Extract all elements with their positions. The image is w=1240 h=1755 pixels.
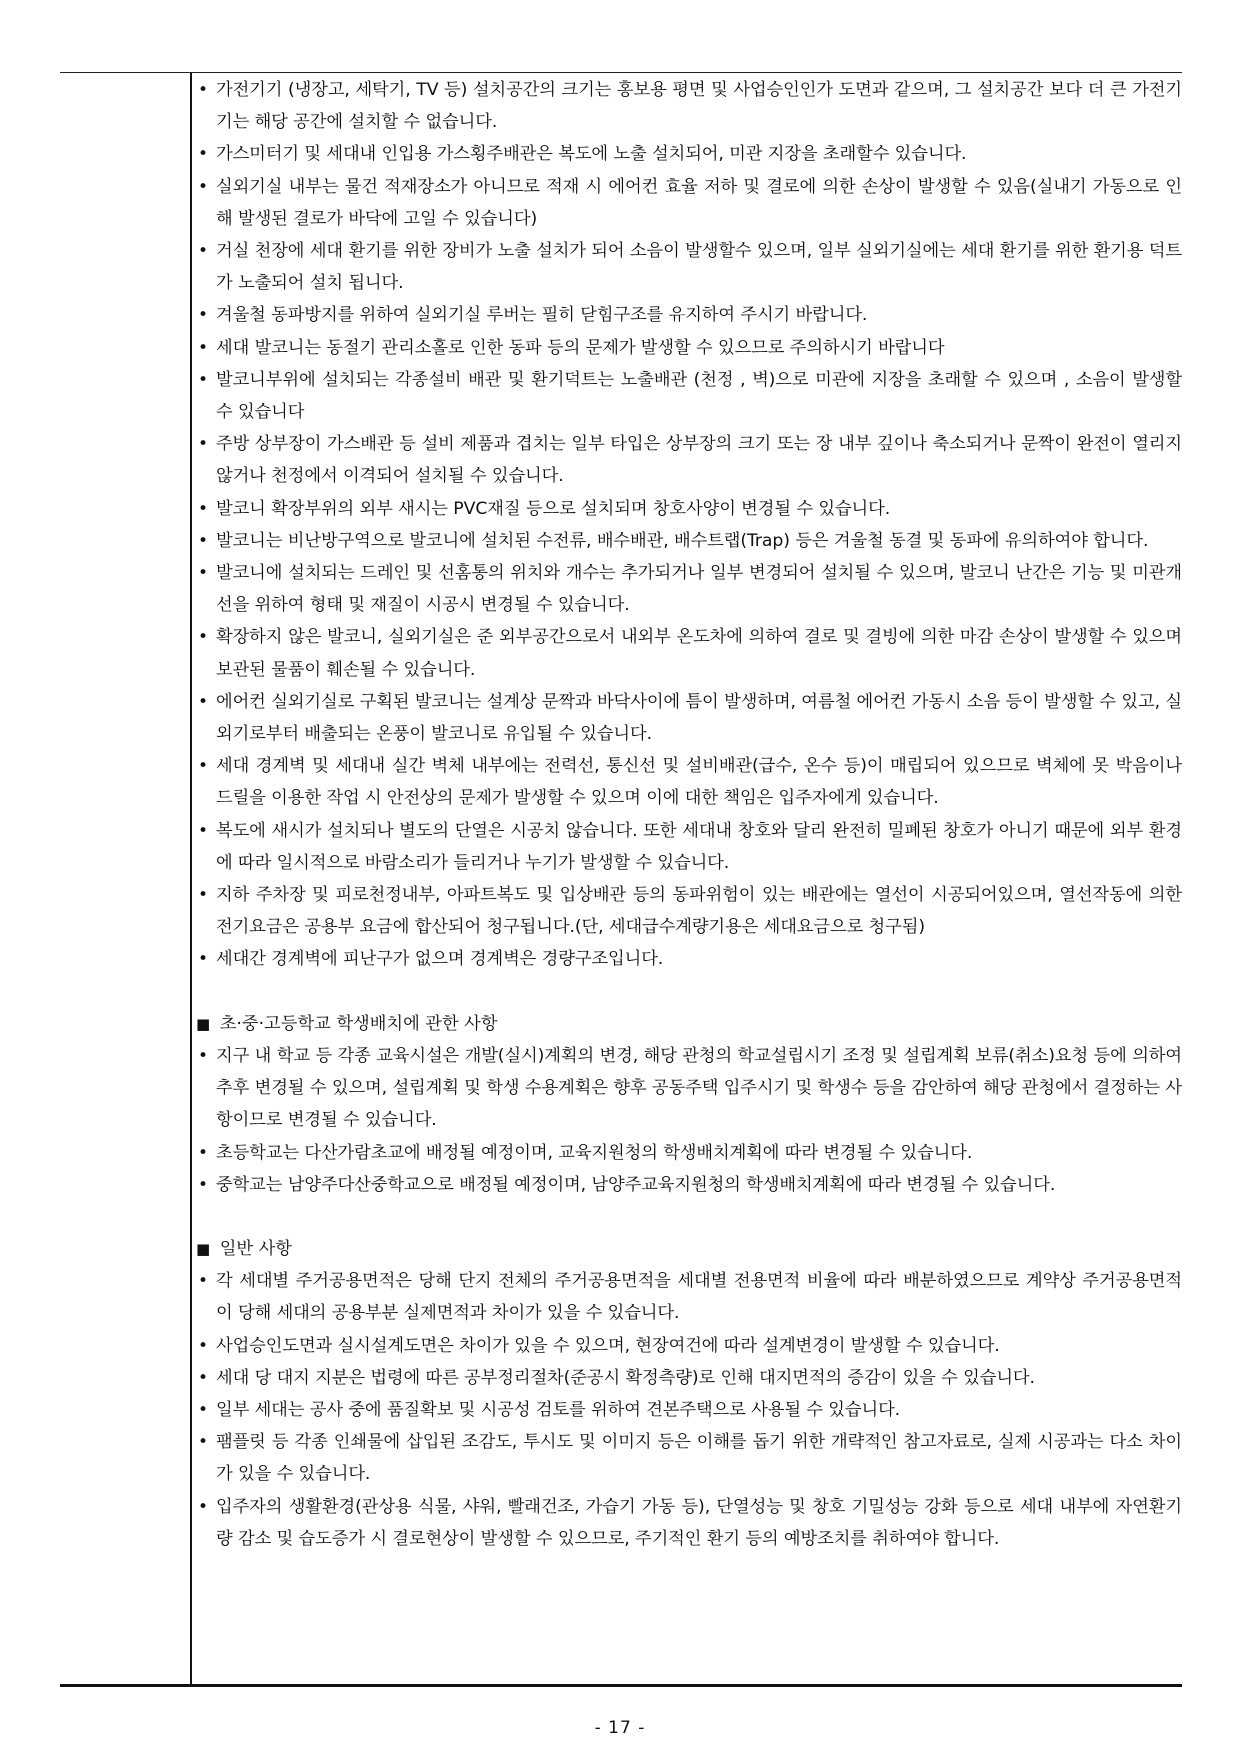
list-item-text: 겨울철 동파방지를 위하여 실외기실 루버는 필히 닫힘구조를 유지하여 주시기 바랍니다.	[216, 305, 868, 326]
bullet-icon: •	[198, 434, 208, 455]
bullet-icon: •	[198, 1432, 208, 1453]
list-item	[194, 74, 1182, 138]
list-item	[194, 525, 1182, 557]
page-number: - 17 -	[594, 1718, 646, 1738]
list-item	[194, 332, 1182, 364]
list-item-text: 확장하지 않은 발코니, 실외기실은 준 외부공간으로서 내외부 온도차에 의하여 결로 및 결빙에 의한 마감 손상이 발생할 수 있으며 보관된 물품이 훼손될 수 있습니다.	[216, 627, 1182, 680]
bullet-icon: •	[198, 1496, 208, 1517]
bullet-icon: •	[198, 563, 208, 584]
bullet-icon: •	[198, 80, 208, 100]
section2-list	[194, 1040, 1182, 1201]
list-item-text: 초등학교는 다산가람초교에 배정될 예정이며, 교육지원청의 학생배치계획에 따라 변경될 수 있습니다.	[216, 1142, 973, 1163]
list-item-text: 에어컨 실외기실로 구획된 발코니는 설계상 문짝과 바닥사이에 틈이 발생하며, 여름철 에어컨 가동시 소음 등이 발생할 수 있고, 실외기로부터 배출되는 온풍이 발코니로 유입될 수 있습니다.	[216, 691, 1182, 745]
list-item	[194, 428, 1182, 492]
list-item	[194, 943, 1182, 975]
list-item-text: 복도에 새시가 설치되나 별도의 단열은 시공치 않습니다. 또한 세대내 창호와 달리 완전히 밀폐된 창호가 아니기 때문에 외부 환경에 따라 일시적으로 바람소리가 들리거나 누기가 발생할 수 있습니다.	[216, 820, 1182, 873]
list-item	[194, 1426, 1182, 1490]
bullet-icon: •	[198, 498, 208, 519]
square-bullet-icon: ■	[196, 1239, 211, 1258]
list-item	[194, 138, 1182, 170]
bullet-icon: •	[198, 1142, 208, 1163]
bullet-icon: •	[198, 1271, 208, 1292]
bullet-icon: •	[198, 1335, 208, 1356]
list-item-text: 발코니 확장부위의 외부 새시는 PVC재질 등으로 설치되며 창호사양이 변경될 수 있습니다.	[216, 498, 891, 519]
list-item-text: 지하 주차장 및 피로천정내부, 아파트복도 및 입상배관 등의 동파위험이 있는 배관에는 열선이 시공되어있으며, 열선작동에 의한 전기요금은 공용부 요금에 합산되어 청구됩니다.(단, 세대급수계량기용은 세대요금으로 청구됨)	[216, 885, 1182, 938]
bullet-icon: •	[198, 530, 208, 551]
list-item	[194, 621, 1182, 685]
list-item	[194, 1491, 1182, 1555]
list-item	[194, 1040, 1182, 1137]
bullet-icon: •	[198, 1367, 208, 1388]
table-content-cell	[194, 73, 1182, 1684]
section1-list	[194, 74, 1182, 976]
bullet-icon: •	[198, 369, 208, 390]
section2-heading	[194, 1008, 1182, 1040]
bullet-icon: •	[198, 241, 208, 262]
list-item	[194, 1137, 1182, 1169]
list-item	[194, 557, 1182, 621]
section2-title: 초·중·고등학교 학생배치에 관한 사항	[219, 1013, 498, 1034]
list-item-text: 주방 상부장이 가스배관 등 설비 제품과 겹치는 일부 타입은 상부장의 크기 또는 장 내부 깊이나 축소되거나 문짝이 완전이 열리지 않거나 천정에서 이격되어 설치될 수 있습니다.	[216, 434, 1182, 487]
list-item	[194, 235, 1182, 299]
list-item-text: 입주자의 생활환경(관상용 식물, 샤워, 빨래건조, 가습기 가동 등), 단열성능 및 창호 기밀성능 강화 등으로 세대 내부에 자연환기량 감소 및 습도증가 시 결로현상이 발생할 수 있으므로, 주기적인 환기 등의 예방조치를 취하여야 합니다.	[216, 1496, 1182, 1549]
section3-list	[194, 1265, 1182, 1555]
list-item	[194, 750, 1182, 814]
table-label-column	[60, 73, 192, 1684]
bullet-icon: •	[198, 144, 208, 165]
list-item	[194, 171, 1182, 235]
list-item-text: 세대 경계벽 및 세대내 실간 벽체 내부에는 전력선, 통신선 및 설비배관(급수, 온수 등)이 매립되어 있으므로 벽체에 못 박음이나 드릴을 이용한 작업 시 안전상의 문제가 발생할 수 있으며 이에 대한 책임은 입주자에게 있습니다.	[216, 756, 1182, 809]
list-item	[194, 686, 1182, 750]
section3-heading	[194, 1233, 1182, 1265]
list-item-text: 세대간 경계벽에 피난구가 없으며 경계벽은 경량구조입니다.	[216, 949, 664, 970]
notice-table	[60, 72, 1182, 1687]
list-item-text: 세대 당 대지 지분은 법령에 따른 공부정리절차(준공시 확정측량)로 인해 대지면적의 증감이 있을 수 있습니다.	[216, 1367, 1035, 1388]
list-item-text: 세대 발코니는 동절기 관리소홀로 인한 동파 등의 문제가 발생할 수 있으므로 주의하시기 바랍니다	[216, 337, 945, 358]
list-item	[194, 879, 1182, 943]
square-bullet-icon: ■	[196, 1014, 211, 1033]
list-item-text: 발코니는 비난방구역으로 발코니에 설치된 수전류, 배수배관, 배수트랩(Trap) 등은 겨울철 동결 및 동파에 유의하여야 합니다.	[216, 530, 1149, 551]
bullet-icon: •	[198, 176, 208, 197]
bullet-icon: •	[198, 337, 208, 358]
list-item-text: 가스미터기 및 세대내 인입용 가스횡주배관은 복도에 노출 설치되어, 미관 지장을 초래할수 있습니다.	[216, 144, 967, 165]
list-item	[194, 815, 1182, 879]
bullet-icon: •	[198, 820, 208, 841]
list-item-text: 가전기기 (냉장고, 세탁기, TV 등) 설치공간의 크기는 홍보용 평면 및 사업승인인가 도면과 같으며, 그 설치공간 보다 더 큰 가전기기는 해당 공간에 설치할 수 없습니다.	[216, 80, 1182, 133]
bullet-icon: •	[198, 1399, 208, 1420]
list-item	[194, 364, 1182, 428]
bullet-icon: •	[198, 949, 208, 970]
list-item-text: 사업승인도면과 실시설계도면은 차이가 있을 수 있으며, 현장여건에 따라 설계변경이 발생할 수 있습니다.	[216, 1335, 1000, 1356]
bullet-icon: •	[198, 756, 208, 777]
list-item-text: 중학교는 남양주다산중학교으로 배정될 예정이며, 남양주교육지원청의 학생배치계획에 따라 변경될 수 있습니다.	[216, 1174, 1056, 1195]
list-item	[194, 1265, 1182, 1329]
bullet-icon: •	[198, 627, 208, 648]
section3-title: 일반 사항	[219, 1238, 292, 1259]
list-item	[194, 1169, 1182, 1201]
list-item-text: 발코니에 설치되는 드레인 및 선홈통의 위치와 개수는 추가되거나 일부 변경되어 설치될 수 있으며, 발코니 난간은 기능 및 미관개선을 위하여 형태 및 재질이 시공시 변경될 수 있습니다.	[216, 563, 1182, 616]
list-item-text: 실외기실 내부는 물건 적재장소가 아니므로 적재 시 에어컨 효율 저하 및 결로에 의한 손상이 발생할 수 있음(실내기 가동으로 인해 발생된 결로가 바닥에 고일 수 있습니다)	[216, 176, 1182, 229]
list-item-text: 지구 내 학교 등 각종 교육시설은 개발(실시)계획의 변경, 해당 관청의 학교설립시기 조정 및 설립계획 보류(취소)요청 등에 의하여 추후 변경될 수 있으며, 설립계획 및 학생 수용계획은 향후 공동주택 입주시기 및 학생수 등을 감안하여 해당 관청에서 결정하는 사항이므로 변경될 수 있습니다.	[216, 1045, 1182, 1131]
list-item	[194, 299, 1182, 331]
list-item-text: 발코니부위에 설치되는 각종설비 배관 및 환기덕트는 노출배관 (천정 , 벽)으로 미관에 지장을 초래할 수 있으며 , 소음이 발생할 수 있습니다	[216, 369, 1182, 423]
list-item	[194, 1362, 1182, 1394]
list-item-text: 각 세대별 주거공용면적은 당해 단지 전체의 주거공용면적을 세대별 전용면적 비율에 따라 배분하였으므로 계약상 주거공용면적이 당해 세대의 공용부분 실제면적과 차이가 있을 수 있습니다.	[216, 1271, 1182, 1324]
list-item-text: 거실 천장에 세대 환기를 위한 장비가 노출 설치가 되어 소음이 발생할수 있으며, 일부 실외기실에는 세대 환기를 위한 환기용 덕트가 노출되어 설치 됩니다.	[216, 241, 1182, 294]
list-item-text: 일부 세대는 공사 중에 품질확보 및 시공성 검토를 위하여 견본주택으로 사용될 수 있습니다.	[216, 1399, 901, 1420]
bullet-icon: •	[198, 885, 208, 906]
list-item-text: 팸플릿 등 각종 인쇄물에 삽입된 조감도, 투시도 및 이미지 등은 이해를 돕기 위한 개략적인 참고자료로, 실제 시공과는 다소 차이가 있을 수 있습니다.	[216, 1432, 1182, 1485]
bullet-icon: •	[198, 305, 208, 326]
bullet-icon: •	[198, 691, 208, 712]
list-item	[194, 493, 1182, 525]
bullet-icon: •	[198, 1174, 208, 1195]
bullet-icon: •	[198, 1045, 208, 1066]
list-item	[194, 1394, 1182, 1426]
list-item	[194, 1330, 1182, 1362]
